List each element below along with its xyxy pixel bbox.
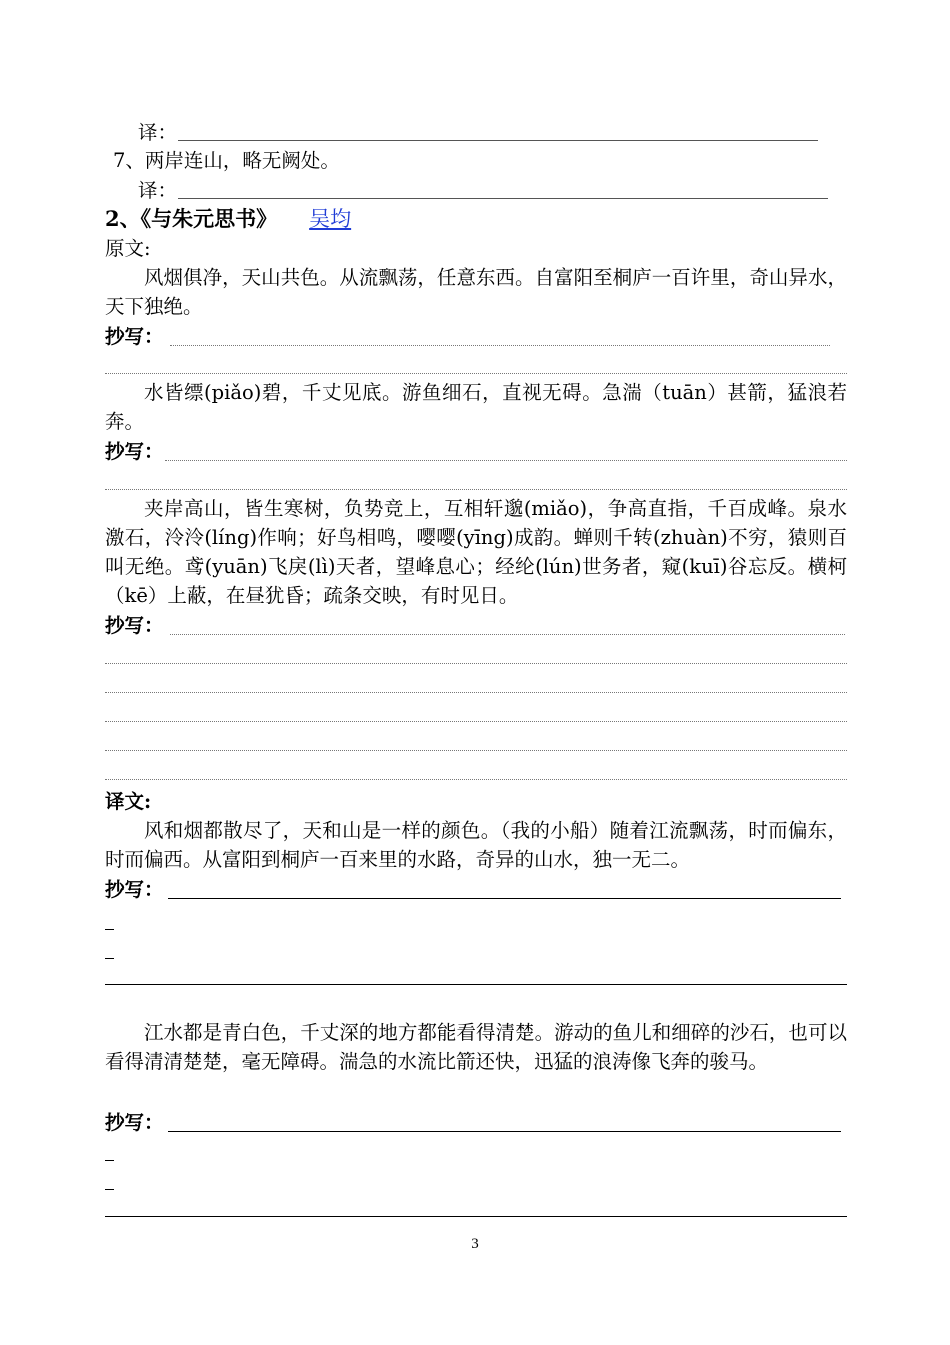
author-link[interactable]: 吴均	[309, 207, 352, 231]
copy-line[interactable]	[165, 460, 847, 461]
copy-line[interactable]	[168, 898, 841, 899]
original-label: 原文:	[105, 237, 151, 260]
translation-label: 译文:	[105, 790, 152, 813]
original-paragraph-3: 夹岸高山，皆生寒树，负势竞上，互相轩邈(miǎo)，争高直指，千百成峰。泉水激石，泠泠(líng)作响；好鸟相鸣，嘤嘤(yīng)成韵。蝉则千转(zhuàn)不穷，猿则百叫无绝。鸢(yuān)飞戾(lì)天者，望峰息心；经纶(lún)世务者，窥(kuī)谷忘反。横柯（kē）上蔽，在昼犹昏；疏条交映，有时见日。	[105, 497, 847, 607]
copy-line[interactable]	[105, 750, 847, 751]
copy-line[interactable]	[170, 634, 845, 635]
dash-mark	[105, 958, 114, 959]
dash-mark	[105, 1189, 114, 1190]
page-number: 3	[471, 1236, 479, 1252]
copy-label: 抄写：	[105, 440, 164, 463]
copy-line[interactable]	[105, 489, 847, 490]
copy-line[interactable]	[170, 345, 830, 346]
section-number: 2、	[105, 206, 141, 231]
translate-label: 译：	[138, 179, 178, 202]
copy-line[interactable]	[168, 1131, 841, 1132]
translate-line[interactable]	[178, 140, 818, 141]
section-title: 《与朱元思书》	[140, 206, 278, 231]
copy-label: 抄写：	[105, 325, 164, 348]
copy-line[interactable]	[105, 663, 847, 664]
copy-label: 抄写：	[105, 614, 164, 637]
original-paragraph-2: 水皆缥(piǎo)碧，千丈见底。游鱼细石，直视无碍。急湍（tuān）甚箭，猛浪若奔。	[105, 381, 847, 433]
section-heading	[105, 203, 351, 235]
copy-line[interactable]	[105, 984, 847, 985]
copy-line[interactable]	[105, 373, 847, 374]
translation-paragraph-1: 风和烟都散尽了，天和山是一样的颜色。（我的小船）随着江流飘荡，时而偏东，时而偏西。从富阳到桐庐一百来里的水路，奇异的山水，独一无二。	[105, 819, 847, 871]
sentence-item-7: 7、两岸连山，略无阙处。	[113, 149, 340, 172]
original-paragraph-1: 风烟俱净，天山共色。从流飘荡，任意东西。自富阳至桐庐一百许里，奇山异水，天下独绝。	[105, 266, 847, 318]
copy-line[interactable]	[105, 692, 847, 693]
copy-label: 抄写：	[105, 878, 164, 901]
copy-line[interactable]	[105, 1216, 847, 1217]
copy-label: 抄写：	[105, 1111, 164, 1134]
dash-mark	[105, 1160, 114, 1161]
translate-line[interactable]	[178, 198, 828, 199]
translation-paragraph-2: 江水都是青白色，千丈深的地方都能看得清楚。游动的鱼儿和细碎的沙石，也可以看得清清楚楚，毫无障碍。湍急的水流比箭还快，迅猛的浪涛像飞奔的骏马。	[105, 1021, 847, 1073]
copy-line[interactable]	[105, 721, 847, 722]
dash-mark	[105, 929, 114, 930]
translate-label: 译：	[138, 121, 178, 144]
copy-line[interactable]	[105, 779, 847, 780]
